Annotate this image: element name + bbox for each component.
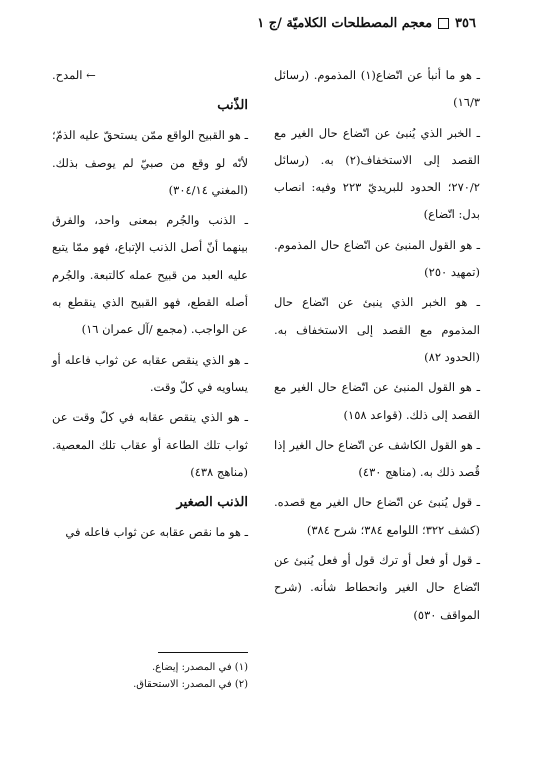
definition-entry: ـ الخبر الذي يُنبئ عن اتّضاع حال الغير مع القصد إلى الاستخفاف(٢) به. (رسائل ٢٧٠/٢؛ الحدود للبريديّ ٢٢٣ وفيه: انصاب بدل: اتّضاع) — [274, 125, 480, 222]
definition-entry: ـ هو الذي ينقص عقابه عن ثواب فاعله أو يساويه في كلّ وقت. — [52, 352, 248, 394]
definition-entry: ـ هو القول المنبئ عن اتّضاع حال الغير مع القصد إلى ذلك. (قواعد ١٥٨) — [274, 380, 480, 422]
definition-entry: ـ هو ما أنبأ عن اتّضاع(١) المذموم. (رسائل ١٦/٣) — [274, 68, 480, 110]
definition-entry: ـ هو ما نقص عقابه عن ثواب فاعله في — [65, 525, 248, 540]
page-number: ٣٥٦ — [455, 15, 476, 31]
definition-entry: ـ هو الذي ينقص عقابه في كلّ وقت عن ثواب تلك الطاعة أو عقاب تلك المعصية. (مناهج ٤٣٨) — [52, 410, 248, 479]
footnote-divider — [158, 652, 248, 653]
definition-entry: ـ هو القول المنبئ عن اتّضاع حال المذموم. (تمهيد ٢٥٠) — [274, 237, 480, 280]
footnote: (١) في المصدر: إيضاع. — [152, 662, 248, 673]
definition-entry: ـ قول أو فعل أو ترك قول أو فعل يُنبئ عن اتّضاع حال الغير وانحطاط شأنه. (شرح المواقف ٥٣٠) — [274, 553, 480, 622]
footnotes — [52, 652, 248, 693]
see-also-reference: ← المدح. — [52, 68, 96, 82]
footnote: (٢) في المصدر: الاستحقاق. — [133, 679, 248, 690]
box-ornament-icon — [438, 18, 449, 29]
term-heading: الذّنب — [217, 98, 248, 114]
term-heading: الذنب الصغير — [176, 495, 248, 511]
page-header — [58, 12, 476, 34]
running-title: معجم المصطلحات الكلاميّة /ج ١ — [257, 15, 433, 31]
definition-entry: ـ الذنب والجُرم بمعنى واحد، والفرق بينهما أنّ أصل الذنب الإتباع، فهو ممّا يتبع عليه العبد من قبيح عمله كالتبعة. والجُرم أصله القطع، فهو القبيح الذي ينقطع به عن الواجب. (مجمع /آل عمران ١٦) — [52, 213, 248, 337]
right-column — [274, 62, 480, 632]
definition-entry: ـ هو القول الكاشف عن اتّضاع حال الغير إذا قُصد ذلك به. (مناهج ٤٣٠) — [274, 437, 480, 480]
definition-entry: ـ هو القبيح الواقع ممّن يستحقّ عليه الذمّ؛ لأنّه لو وقع من صبيّ لم يوصف بذلك. (المغني ٣٠٤/١٤) — [52, 128, 248, 197]
definition-entry: ـ قول يُنبئ عن اتّضاع حال الغير مع قصده. (كشف ٣٢٢؛ اللوامع ٣٨٤؛ شرح ٣٨٤) — [274, 495, 480, 537]
left-column — [52, 62, 248, 549]
definition-entry: ـ هو الخبر الذي ينبئ عن اتّضاع حال المذموم مع القصد إلى الاستخفاف به. (الحدود ٨٢) — [274, 295, 480, 364]
